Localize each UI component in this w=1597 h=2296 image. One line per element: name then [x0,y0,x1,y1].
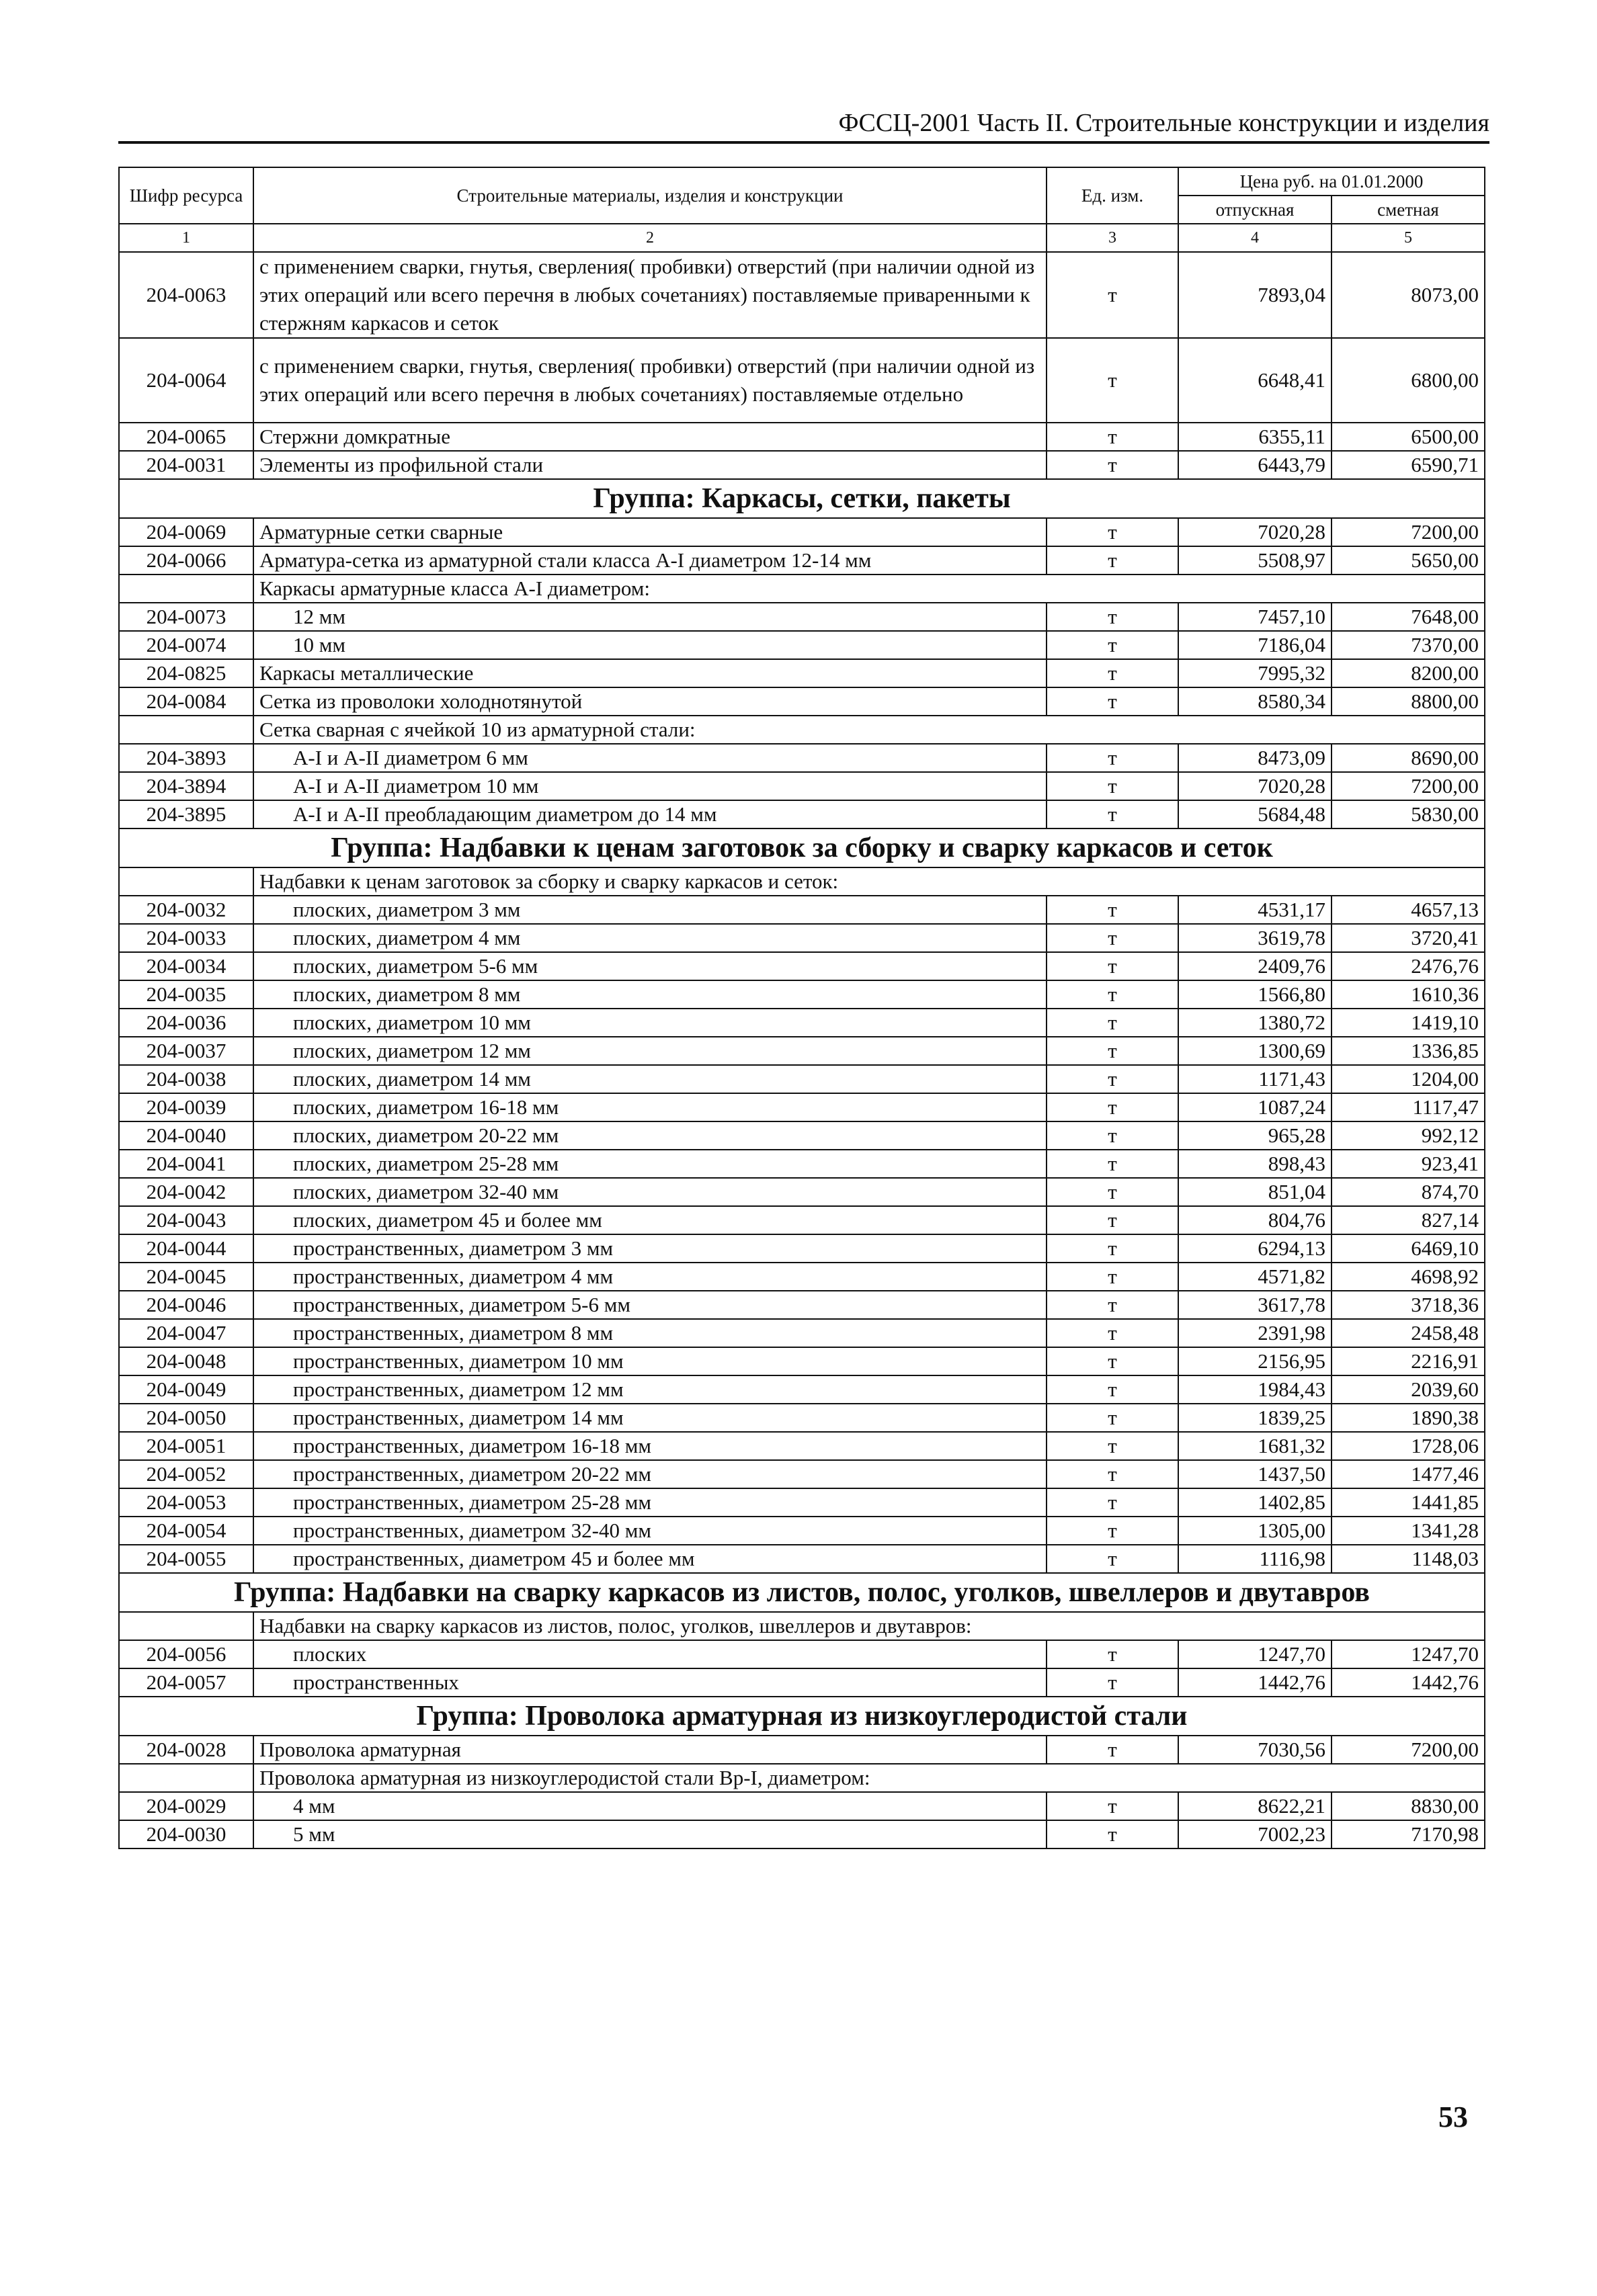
release-price-cell: 804,76 [1178,1206,1332,1234]
estimate-price-cell: 8800,00 [1332,687,1485,716]
unit-cell: т [1047,924,1178,952]
table-row [119,1206,1485,1234]
name-cell: Арматурные сетки сварные [253,518,1047,546]
table-row [119,1291,1485,1319]
table-row [119,1432,1485,1460]
estimate-price-cell: 7200,00 [1332,1736,1485,1764]
name-cell: пространственных, диаметром 10 мм [253,1347,1047,1375]
col-header-price: Цена руб. на 01.01.2000 [1178,167,1485,196]
code-cell: 204-0038 [119,1065,253,1093]
code-cell: 204-3895 [119,800,253,828]
code-cell: 204-0034 [119,952,253,980]
release-price-cell: 4571,82 [1178,1263,1332,1291]
estimate-price-cell: 8830,00 [1332,1792,1485,1820]
code-cell: 204-0040 [119,1121,253,1150]
group-heading: Группа: Надбавки к ценам заготовок за сборку и сварку каркасов и сеток [119,828,1485,867]
name-cell: с применением сварки, гнутья, сверления( пробивки) отверстий (при наличии одной из этих операций или всего перечня в любых сочетаниях) поставляемые приваренными к стержням каркасов и сеток [253,252,1047,338]
subheading-row [119,1764,1485,1792]
estimate-price-cell: 6800,00 [1332,338,1485,423]
code-cell: 204-0045 [119,1263,253,1291]
release-price-cell: 1566,80 [1178,980,1332,1009]
name-cell: плоских, диаметром 10 мм [253,1009,1047,1037]
page-header: ФССЦ-2001 Часть II. Строительные конструкции и изделия [118,108,1489,144]
group-heading-row [119,1697,1485,1736]
code-cell [119,575,253,603]
estimate-price-cell: 7648,00 [1332,603,1485,631]
estimate-price-cell: 1117,47 [1332,1093,1485,1121]
release-price-cell: 7457,10 [1178,603,1332,631]
unit-cell: т [1047,687,1178,716]
code-cell: 204-0048 [119,1347,253,1375]
unit-cell: т [1047,1517,1178,1545]
estimate-price-cell: 1728,06 [1332,1432,1485,1460]
release-price-cell: 1305,00 [1178,1517,1332,1545]
unit-cell: т [1047,1178,1178,1206]
unit-cell: т [1047,1736,1178,1764]
release-price-cell: 7893,04 [1178,252,1332,338]
code-cell: 204-0063 [119,252,253,338]
code-cell: 204-3894 [119,772,253,800]
unit-cell: т [1047,1432,1178,1460]
table-row [119,924,1485,952]
code-cell: 204-0035 [119,980,253,1009]
table-row [119,687,1485,716]
name-cell: пространственных, диаметром 14 мм [253,1404,1047,1432]
name-cell: с применением сварки, гнутья, сверления( пробивки) отверстий (при наличии одной из этих операций или всего перечня в любых сочетаниях) поставляемые отдельно [253,338,1047,423]
code-cell: 204-3893 [119,744,253,772]
unit-cell: т [1047,603,1178,631]
release-price-cell: 6443,79 [1178,451,1332,479]
estimate-price-cell: 1441,85 [1332,1488,1485,1517]
col-header-unit: Ед. изм. [1047,167,1178,224]
release-price-cell: 1681,32 [1178,1432,1332,1460]
code-cell: 204-0037 [119,1037,253,1065]
release-price-cell: 8622,21 [1178,1792,1332,1820]
estimate-price-cell: 827,14 [1332,1206,1485,1234]
release-price-cell: 965,28 [1178,1121,1332,1150]
subheading-text: Каркасы арматурные класса А-I диаметром: [253,575,1485,603]
unit-cell: т [1047,744,1178,772]
unit-cell: т [1047,1009,1178,1037]
estimate-price-cell: 1247,70 [1332,1640,1485,1668]
release-price-cell: 6648,41 [1178,338,1332,423]
unit-cell: т [1047,1488,1178,1517]
estimate-price-cell: 2039,60 [1332,1375,1485,1404]
name-cell: 5 мм [253,1820,1047,1848]
code-cell: 204-0043 [119,1206,253,1234]
release-price-cell: 7186,04 [1178,631,1332,659]
table-row [119,451,1485,479]
estimate-price-cell: 6590,71 [1332,451,1485,479]
code-cell [119,1764,253,1792]
name-cell: пространственных, диаметром 4 мм [253,1263,1047,1291]
code-cell: 204-0056 [119,1640,253,1668]
code-cell [119,716,253,744]
estimate-price-cell: 992,12 [1332,1121,1485,1150]
group-heading-row [119,479,1485,518]
code-cell: 204-0066 [119,546,253,575]
unit-cell: т [1047,896,1178,924]
name-cell: плоских, диаметром 16-18 мм [253,1093,1047,1121]
unit-cell: т [1047,518,1178,546]
name-cell: пространственных, диаметром 3 мм [253,1234,1047,1263]
estimate-price-cell: 3720,41 [1332,924,1485,952]
code-cell: 204-0042 [119,1178,253,1206]
unit-cell: т [1047,1820,1178,1848]
release-price-cell: 7002,23 [1178,1820,1332,1848]
release-price-cell: 1380,72 [1178,1009,1332,1037]
release-price-cell: 1839,25 [1178,1404,1332,1432]
code-cell: 204-0041 [119,1150,253,1178]
table-row [119,1668,1485,1697]
release-price-cell: 2391,98 [1178,1319,1332,1347]
table-row [119,1009,1485,1037]
name-cell: пространственных, диаметром 5-6 мм [253,1291,1047,1319]
unit-cell: т [1047,1234,1178,1263]
subheading-text: Надбавки к ценам заготовок за сборку и сварку каркасов и сеток: [253,867,1485,896]
estimate-price-cell: 1890,38 [1332,1404,1485,1432]
code-cell: 204-0054 [119,1517,253,1545]
column-number: 3 [1047,224,1178,252]
table-row [119,1263,1485,1291]
estimate-price-cell: 7200,00 [1332,772,1485,800]
code-cell: 204-0032 [119,896,253,924]
release-price-cell: 1247,70 [1178,1640,1332,1668]
column-number-row [119,224,1485,252]
estimate-price-cell: 1419,10 [1332,1009,1485,1037]
table-row [119,1347,1485,1375]
unit-cell: т [1047,772,1178,800]
price-table [118,167,1485,1849]
release-price-cell: 5508,97 [1178,546,1332,575]
release-price-cell: 3617,78 [1178,1291,1332,1319]
name-cell: пространственных, диаметром 25-28 мм [253,1488,1047,1517]
unit-cell: т [1047,1640,1178,1668]
name-cell: Проволока арматурная [253,1736,1047,1764]
code-cell: 204-0074 [119,631,253,659]
release-price-cell: 1402,85 [1178,1488,1332,1517]
unit-cell: т [1047,1037,1178,1065]
code-cell: 204-0052 [119,1460,253,1488]
estimate-price-cell: 2458,48 [1332,1319,1485,1347]
release-price-cell: 7020,28 [1178,772,1332,800]
unit-cell: т [1047,980,1178,1009]
table-row [119,1150,1485,1178]
table-row [119,338,1485,423]
unit-cell: т [1047,1150,1178,1178]
estimate-price-cell: 2476,76 [1332,952,1485,980]
code-cell: 204-0033 [119,924,253,952]
subheading-row [119,716,1485,744]
estimate-price-cell: 3718,36 [1332,1291,1485,1319]
column-number: 1 [119,224,253,252]
name-cell: пространственных, диаметром 8 мм [253,1319,1047,1347]
code-cell: 204-0039 [119,1093,253,1121]
estimate-price-cell: 8690,00 [1332,744,1485,772]
name-cell: пространственных [253,1668,1047,1697]
release-price-cell: 7030,56 [1178,1736,1332,1764]
table-row [119,1545,1485,1573]
table-row [119,1178,1485,1206]
group-heading: Группа: Проволока арматурная из низкоуглеродистой стали [119,1697,1485,1736]
release-price-cell: 1442,76 [1178,1668,1332,1697]
unit-cell: т [1047,1545,1178,1573]
table-row [119,1404,1485,1432]
name-cell: пространственных, диаметром 32-40 мм [253,1517,1047,1545]
code-cell: 204-0057 [119,1668,253,1697]
release-price-cell: 8580,34 [1178,687,1332,716]
name-cell: 12 мм [253,603,1047,631]
group-heading-row [119,828,1485,867]
subheading-row [119,867,1485,896]
release-price-cell: 1984,43 [1178,1375,1332,1404]
name-cell: Каркасы металлические [253,659,1047,687]
subheading-text: Надбавки на сварку каркасов из листов, полос, уголков, швеллеров и двутавров: [253,1612,1485,1640]
table-body [119,252,1485,1848]
release-price-cell: 1116,98 [1178,1545,1332,1573]
release-price-cell: 6355,11 [1178,423,1332,451]
name-cell: А-I и А-II диаметром 6 мм [253,744,1047,772]
unit-cell: т [1047,1792,1178,1820]
name-cell: плоских, диаметром 3 мм [253,896,1047,924]
code-cell: 204-0053 [119,1488,253,1517]
unit-cell: т [1047,631,1178,659]
table-row [119,744,1485,772]
table-row [119,772,1485,800]
unit-cell: т [1047,952,1178,980]
estimate-price-cell: 5650,00 [1332,546,1485,575]
name-cell: А-I и А-II диаметром 10 мм [253,772,1047,800]
unit-cell: т [1047,1347,1178,1375]
name-cell: 4 мм [253,1792,1047,1820]
unit-cell: т [1047,1206,1178,1234]
unit-cell: т [1047,252,1178,338]
code-cell: 204-0047 [119,1319,253,1347]
estimate-price-cell: 1610,36 [1332,980,1485,1009]
unit-cell: т [1047,659,1178,687]
name-cell: плоских, диаметром 32-40 мм [253,1178,1047,1206]
name-cell: Арматура-сетка из арматурной стали класса А-I диаметром 12-14 мм [253,546,1047,575]
table-row [119,1517,1485,1545]
name-cell: плоских, диаметром 20-22 мм [253,1121,1047,1150]
code-cell: 204-0029 [119,1792,253,1820]
name-cell: 10 мм [253,631,1047,659]
table-row [119,659,1485,687]
table-row [119,952,1485,980]
group-heading: Группа: Надбавки на сварку каркасов из листов, полос, уголков, швеллеров и двутавров [119,1573,1485,1612]
estimate-price-cell: 1477,46 [1332,1460,1485,1488]
table-row [119,1792,1485,1820]
table-row [119,1375,1485,1404]
code-cell: 204-0050 [119,1404,253,1432]
code-cell: 204-0825 [119,659,253,687]
release-price-cell: 6294,13 [1178,1234,1332,1263]
code-cell: 204-0065 [119,423,253,451]
code-cell: 204-0064 [119,338,253,423]
page-number: 53 [1438,2100,1468,2133]
unit-cell: т [1047,1093,1178,1121]
unit-cell: т [1047,1375,1178,1404]
release-price-cell: 7995,32 [1178,659,1332,687]
subheading-text: Сетка сварная с ячейкой 10 из арматурной стали: [253,716,1485,744]
unit-cell: т [1047,1668,1178,1697]
estimate-price-cell: 4698,92 [1332,1263,1485,1291]
table-row [119,1460,1485,1488]
table-row [119,1121,1485,1150]
estimate-price-cell: 923,41 [1332,1150,1485,1178]
table-row [119,1319,1485,1347]
release-price-cell: 1300,69 [1178,1037,1332,1065]
unit-cell: т [1047,1319,1178,1347]
name-cell: Стержни домкратные [253,423,1047,451]
code-cell: 204-0036 [119,1009,253,1037]
release-price-cell: 2156,95 [1178,1347,1332,1375]
table-row [119,1234,1485,1263]
name-cell: плоских, диаметром 8 мм [253,980,1047,1009]
table-row [119,800,1485,828]
name-cell: плоских [253,1640,1047,1668]
release-price-cell: 1437,50 [1178,1460,1332,1488]
estimate-price-cell: 8073,00 [1332,252,1485,338]
release-price-cell: 5684,48 [1178,800,1332,828]
unit-cell: т [1047,1404,1178,1432]
table-row [119,252,1485,338]
column-number: 5 [1332,224,1485,252]
estimate-price-cell: 1336,85 [1332,1037,1485,1065]
subheading-row [119,575,1485,603]
name-cell: плоских, диаметром 25-28 мм [253,1150,1047,1178]
unit-cell: т [1047,1121,1178,1150]
column-number: 2 [253,224,1047,252]
release-price-cell: 4531,17 [1178,896,1332,924]
group-heading-row [119,1573,1485,1612]
name-cell: пространственных, диаметром 20-22 мм [253,1460,1047,1488]
table-row [119,896,1485,924]
name-cell: А-I и А-II преобладающим диаметром до 14 мм [253,800,1047,828]
name-cell: плоских, диаметром 12 мм [253,1037,1047,1065]
estimate-price-cell: 1442,76 [1332,1668,1485,1697]
release-price-cell: 898,43 [1178,1150,1332,1178]
estimate-price-cell: 5830,00 [1332,800,1485,828]
estimate-price-cell: 2216,91 [1332,1347,1485,1375]
unit-cell: т [1047,338,1178,423]
release-price-cell: 1171,43 [1178,1065,1332,1093]
table-row [119,546,1485,575]
estimate-price-cell: 1148,03 [1332,1545,1485,1573]
estimate-price-cell: 6469,10 [1332,1234,1485,1263]
table-row [119,1065,1485,1093]
unit-cell: т [1047,451,1178,479]
estimate-price-cell: 7170,98 [1332,1820,1485,1848]
estimate-price-cell: 1204,00 [1332,1065,1485,1093]
code-cell: 204-0069 [119,518,253,546]
table-row [119,603,1485,631]
code-cell: 204-0051 [119,1432,253,1460]
name-cell: пространственных, диаметром 45 и более мм [253,1545,1047,1573]
table-row [119,1488,1485,1517]
estimate-price-cell: 4657,13 [1332,896,1485,924]
table-row [119,423,1485,451]
estimate-price-cell: 8200,00 [1332,659,1485,687]
unit-cell: т [1047,1291,1178,1319]
unit-cell: т [1047,423,1178,451]
name-cell: плоских, диаметром 5-6 мм [253,952,1047,980]
col-header-name: Строительные материалы, изделия и конструкции [253,167,1047,224]
unit-cell: т [1047,1065,1178,1093]
code-cell [119,1612,253,1640]
code-cell: 204-0030 [119,1820,253,1848]
name-cell: плоских, диаметром 4 мм [253,924,1047,952]
code-cell: 204-0084 [119,687,253,716]
name-cell: плоских, диаметром 45 и более мм [253,1206,1047,1234]
code-cell: 204-0046 [119,1291,253,1319]
unit-cell: т [1047,1460,1178,1488]
table-row [119,518,1485,546]
name-cell: Сетка из проволоки холоднотянутой [253,687,1047,716]
code-cell: 204-0044 [119,1234,253,1263]
table-row [119,1093,1485,1121]
estimate-price-cell: 874,70 [1332,1178,1485,1206]
table-row [119,1820,1485,1848]
unit-cell: т [1047,1263,1178,1291]
table-row [119,1037,1485,1065]
name-cell: плоских, диаметром 14 мм [253,1065,1047,1093]
column-number: 4 [1178,224,1332,252]
estimate-price-cell: 7370,00 [1332,631,1485,659]
table-row [119,1736,1485,1764]
code-cell: 204-0073 [119,603,253,631]
table-row [119,1640,1485,1668]
name-cell: пространственных, диаметром 16-18 мм [253,1432,1047,1460]
unit-cell: т [1047,800,1178,828]
code-cell: 204-0028 [119,1736,253,1764]
col-header-code: Шифр ресурса [119,167,253,224]
release-price-cell: 7020,28 [1178,518,1332,546]
table-row [119,631,1485,659]
col-header-release: отпускная [1178,196,1332,224]
code-cell: 204-0031 [119,451,253,479]
subheading-text: Проволока арматурная из низкоуглеродистой стали Вр-I, диаметром: [253,1764,1485,1792]
code-cell: 204-0049 [119,1375,253,1404]
estimate-price-cell: 6500,00 [1332,423,1485,451]
table-row [119,980,1485,1009]
release-price-cell: 1087,24 [1178,1093,1332,1121]
group-heading: Группа: Каркасы, сетки, пакеты [119,479,1485,518]
subheading-row [119,1612,1485,1640]
name-cell: Элементы из профильной стали [253,451,1047,479]
release-price-cell: 3619,78 [1178,924,1332,952]
col-header-estimate: сметная [1332,196,1485,224]
release-price-cell: 2409,76 [1178,952,1332,980]
estimate-price-cell: 7200,00 [1332,518,1485,546]
name-cell: пространственных, диаметром 12 мм [253,1375,1047,1404]
unit-cell: т [1047,546,1178,575]
code-cell: 204-0055 [119,1545,253,1573]
release-price-cell: 851,04 [1178,1178,1332,1206]
estimate-price-cell: 1341,28 [1332,1517,1485,1545]
code-cell [119,867,253,896]
release-price-cell: 8473,09 [1178,744,1332,772]
